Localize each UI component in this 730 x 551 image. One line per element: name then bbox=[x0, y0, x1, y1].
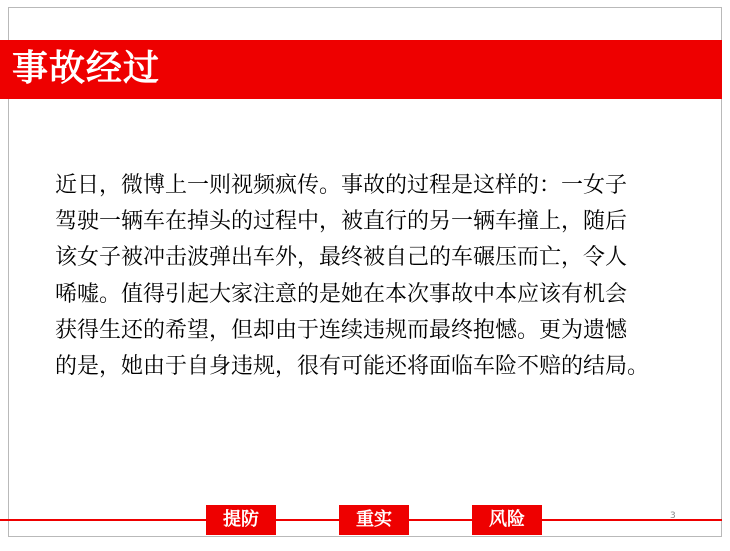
footer-button-beware[interactable]: 提防 bbox=[206, 505, 276, 535]
footer-button-emphasize[interactable]: 重实 bbox=[339, 505, 409, 535]
body-line-3: 该女子被冲击波弹出车外，最终被自己的车碾压而亡，令人 bbox=[55, 245, 628, 271]
page-number: 3 bbox=[670, 511, 676, 521]
title-bar bbox=[0, 40, 722, 99]
body-line-6: 的是，她由于自身违规，很有可能还将面临车险不赔的结局。 bbox=[55, 353, 650, 379]
body-line-5: 获得生还的希望，但却由于连续违规而最终抱憾。更为遗憾 bbox=[55, 317, 628, 343]
body-line-1: 近日，微博上一则视频疯传。事故的过程是这样的：一女子 bbox=[55, 173, 628, 198]
body-line-2: 驾驶一辆车在掉头的过程中，被直行的另一辆车撞上，随后 bbox=[55, 209, 628, 235]
body-line-4: 唏嘘。值得引起大家注意的是她在本次事故中本应该有机会 bbox=[55, 281, 628, 307]
footer-button-risk[interactable]: 风险 bbox=[472, 505, 542, 535]
slide-title: 事故经过 bbox=[12, 48, 161, 89]
body-paragraph bbox=[55, 168, 705, 385]
